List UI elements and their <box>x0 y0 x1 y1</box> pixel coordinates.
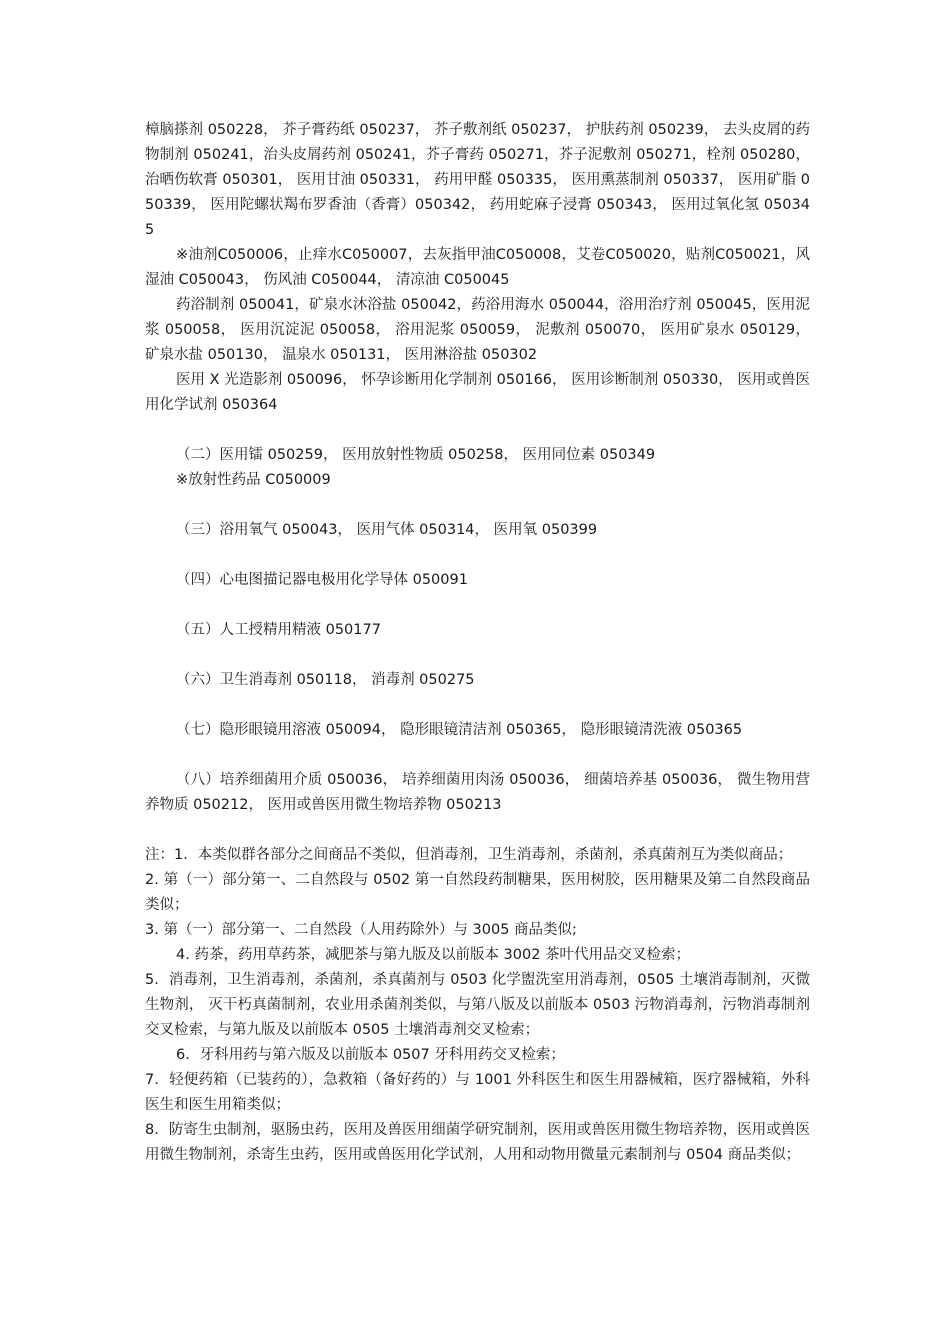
spacer <box>145 543 810 568</box>
spacer <box>145 493 810 518</box>
spacer <box>145 643 810 668</box>
note-6: 6．牙科用药与第六版及以前版本 0507 牙科用药交叉检索； <box>176 1047 565 1063</box>
note-8: 8．防寄生虫制剂，驱肠虫药，医用及兽医用细菌学研究制剂，医用或兽医用微生物培养物，医用或兽医用微生物制剂，杀寄生虫药，医用或兽医用化学试剂，人用和动物用微量元素制剂与 0504 商品类似； <box>145 1122 810 1163</box>
section-8: （八）培养细菌用介质 050036， 培养细菌用肉汤 050036， 细菌培养基 050036， 微生物用营养物质 050212， 医用或兽医用微生物培养物 050213 <box>145 772 810 813</box>
section-2: （二）医用镭 050259， 医用放射性物质 050258， 医用同位素 050349 <box>176 447 656 463</box>
section-3: （三）浴用氧气 050043， 医用气体 050314， 医用氧 050399 <box>176 522 598 538</box>
spacer <box>145 818 810 843</box>
spacer <box>145 593 810 618</box>
section-2-note: ※放射性药品 C050009 <box>176 472 331 488</box>
note-7: 7．轻便药箱（已装药的），急救箱（备好药的）与 1001 外科医生和医生用器械箱，医疗器械箱，外科医生和医生用箱类似； <box>145 1072 810 1113</box>
paragraph-diagnostic-preparations: 医用 X 光造影剂 050096， 怀孕诊断用化学制剂 050166， 医用诊断制剂 050330， 医用或兽医用化学试剂 050364 <box>145 372 810 413</box>
note-4: 4. 药茶，药用草药茶，减肥茶与第九版及以前版本 3002 茶叶代用品交叉检索； <box>176 947 691 963</box>
section-5: （五）人工授精用精液 050177 <box>176 622 381 638</box>
note-5: 5．消毒剂，卫生消毒剂，杀菌剂，杀真菌剂与 0503 化学盥洗室用消毒剂，0505 土壤消毒制剂，灭微生物剂， 灭干朽真菌制剂，农业用杀菌剂类似，与第八版及以前版本 0503 污物消毒剂，污物消毒制剂交叉检索，与第九版及以前版本 0505 土壤消毒剂交叉检索； <box>145 972 810 1038</box>
note-2: 2. 第（一）部分第一、二自然段与 0502 第一自然段药制糖果，医用树胶，医用糖果及第二自然段商品类似； <box>145 872 810 913</box>
section-4: （四）心电图描记器电极用化学导体 050091 <box>176 572 468 588</box>
section-6: （六）卫生消毒剂 050118， 消毒剂 050275 <box>176 672 475 688</box>
paragraph-bath-preparations: 药浴制剂 050041，矿泉水沐浴盐 050042，药浴用海水 050044，浴用治疗剂 050045，医用泥浆 050058， 医用沉淀泥 050058， 浴用泥浆 050059， 泥敷剂 050070， 医用矿泉水 050129， 矿泉水盐 050130， 温泉水 050131， 医用淋浴盐 050302 <box>145 297 810 363</box>
document-page <box>145 118 810 1168</box>
paragraph-ointments: 樟脑搽剂 050228， 芥子膏药纸 050237， 芥子敷剂纸 050237， 护肤药剂 050239， 去头皮屑的药物制剂 050241，治头皮屑药剂 050241，芥子膏药 050271，芥子泥敷剂 050271，栓剂 050280， 治晒伤软膏 050301， 医用甘油 050331， 药用甲醛 050335， 医用熏蒸制剂 050337， 医用矿脂 050339， 医用陀螺状羯布罗香油（香膏）050342， 药用蛇麻子浸膏 050343， 医用过氧化氢 050345 <box>145 122 810 238</box>
paragraph-oils-note: ※油剂C050006，止痒水C050007，去灰指甲油C050008，艾卷C050020，贴剂C050021，风湿油 C050043， 伤风油 C050044， 清凉油 C050045 <box>145 247 810 288</box>
section-7: （七）隐形眼镜用溶液 050094， 隐形眼镜清洁剂 050365， 隐形眼镜清洗液 050365 <box>176 722 743 738</box>
note-3: 3. 第（一）部分第一、二自然段（人用药除外）与 3005 商品类似; <box>145 922 577 938</box>
spacer <box>145 693 810 718</box>
note-1: 注：1．本类似群各部分之间商品不类似，但消毒剂，卫生消毒剂，杀菌剂，杀真菌剂互为类似商品； <box>145 847 793 863</box>
spacer <box>145 418 810 443</box>
spacer <box>145 743 810 768</box>
